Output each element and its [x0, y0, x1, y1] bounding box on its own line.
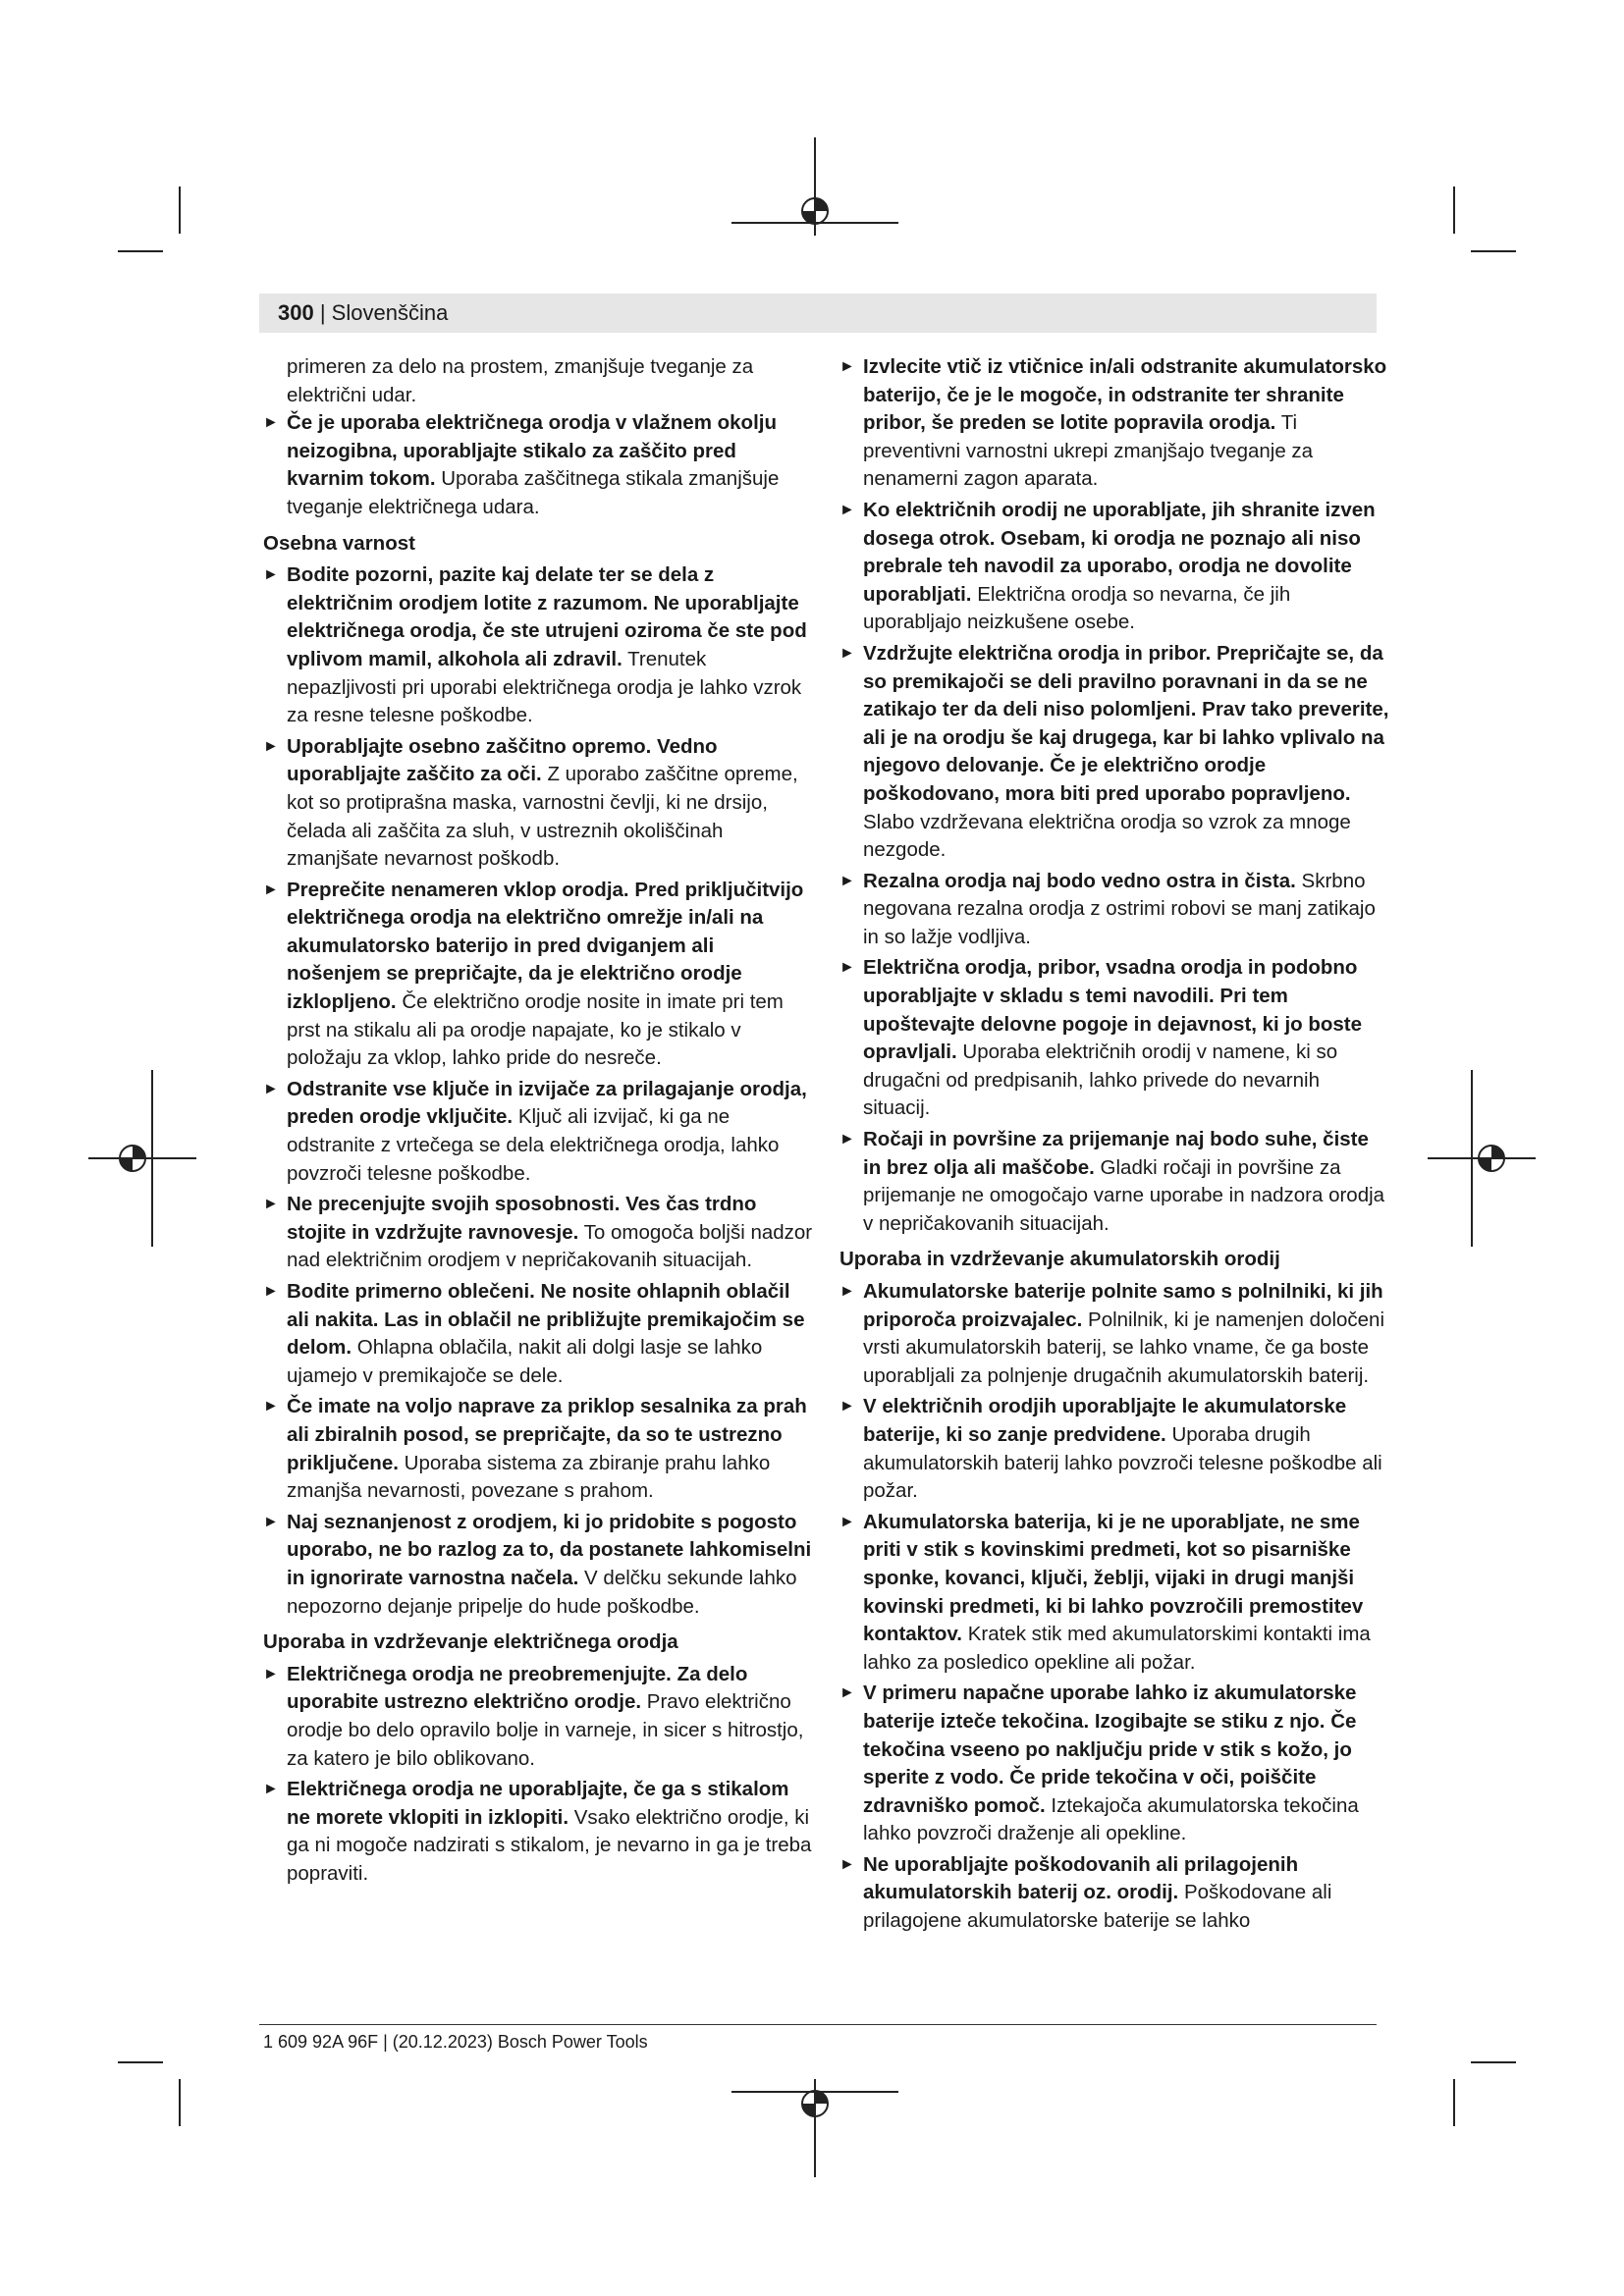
right-column	[839, 353, 1389, 1939]
header-language: Slovenščina	[331, 300, 449, 325]
arrow-icon: ►	[263, 1196, 279, 1213]
crop-mark	[1453, 187, 1455, 234]
arrow-icon: ►	[839, 1684, 855, 1702]
list-item: ► Električnega orodja ne uporabljajte, če ga s stikalom ne morete vklopiti in izklopiti. Vsako električno orodje, ki ga ni mogoče nadzirati s stikalom, je nevarno in ga je treba popraviti.	[263, 1778, 812, 1885]
registration-mark-icon	[88, 1070, 196, 1247]
registration-mark-icon	[727, 2069, 903, 2177]
list-item: ► Ne precenjujte svojih sposobnosti. Ves čas trdno stojite in vzdržujte ravnovesje. To omogoča boljši nadzor nad električnim orodjem v nepričakovanih situacijah.	[263, 1193, 813, 1272]
registration-mark-icon	[727, 137, 903, 245]
footer-doc-info: 1 609 92A 96F | (20.12.2023) Bosch Power Tools	[263, 2032, 648, 2052]
crop-mark	[118, 2061, 163, 2063]
crop-mark	[118, 250, 163, 252]
list-item: ► Izvlecite vtič iz vtičnice in/ali odstranite akumulatorsko baterijo, če je le mogoče, in odstranite ter shranite pribor, še preden se lotite popravila orodja. Ti preventivni varnostni ukrepi zmanjšajo tveganje za nenamerni zagon aparata.	[839, 355, 1387, 491]
list-item: ► Preprečite nenameren vklop orodja. Pred priključitvijo električnega orodja na električno omrežje in/ali na akumulatorsko baterijo in pred dviganjem ali nošenjem se prepričajte, da je električno orodje izklopljeno. Če električno orodje nosite in imate pri tem prst na stikalu ali pa orodje napajate, ko je stikalo v položaju za vklop, lahko pride do nesreče.	[263, 878, 804, 1070]
list-item: ► V električnih orodjih uporabljajte le akumulatorske baterije, ki so zanje predvidene. Uporaba drugih akumulatorskih baterij lahko povzroči telesne poškodbe ali požar.	[839, 1395, 1382, 1503]
arrow-icon: ►	[839, 1398, 855, 1415]
arrow-icon: ►	[263, 1665, 279, 1682]
arrow-icon: ►	[263, 1781, 279, 1798]
arrow-icon: ►	[839, 872, 855, 889]
arrow-icon: ►	[263, 1080, 279, 1097]
crop-mark	[1453, 2079, 1455, 2126]
arrow-icon: ►	[263, 737, 279, 755]
arrow-icon: ►	[839, 1855, 855, 1873]
arrow-icon: ►	[839, 644, 855, 662]
list-item: ► Električnega orodja ne preobremenjujte. Za delo uporabite ustrezno električno orodje. Pravo električno orodje bo delo opravilo bolje in varneje, in sicer s hitrostjo, za katero je bilo oblikovano.	[263, 1662, 804, 1770]
list-item: ► Akumulatorska baterija, ki je ne uporabljate, ne sme priti v stik s kovinskimi predmeti, kot so pisarniške sponke, kovanci, ključi, žeblji, vijaki in drugi manjši kovinski predmeti, ki bi lahko povzročili premostitev kontaktov. Kratek stik med akumulatorskimi kontakti ima lahko za posledico opekline ali požar.	[839, 1510, 1371, 1674]
continuation-text: primeren za delo na prostem, zmanjšuje tveganje za električni udar.	[287, 355, 754, 406]
page-header: 300 | Slovenščina	[278, 300, 449, 325]
arrow-icon: ►	[263, 414, 279, 432]
arrow-icon: ►	[263, 1283, 279, 1300]
registration-mark-icon	[1428, 1070, 1536, 1247]
arrow-icon: ►	[839, 501, 855, 518]
list-item: ► Naj seznanjenost z orodjem, ki jo pridobite s pogosto uporabo, ne bo razlog za to, da postanete lahkomiselni in ignorirate varnostna načela. V delčku sekunde lahko nepozorno dejanje pripelje do hude poškodbe.	[263, 1510, 812, 1618]
list-item: ► Ročaji in površine za prijemanje naj bodo suhe, čiste in brez olja ali maščobe. Gladki ročaji in površine za prijemanje ne omogočajo varne uporabe in nadzora orodja v nepričakovanih situacijah.	[839, 1128, 1385, 1235]
crop-mark	[1471, 2061, 1516, 2063]
arrow-icon: ►	[839, 1283, 855, 1300]
list-item: ► Če imate na voljo naprave za priklop sesalnika za prah ali zbiralnih posod, se prepričajte, da so te ustrezno priključene. Uporaba sistema za zbiranje prahu lahko zmanjša nevarnosti, povezane s prahom.	[263, 1395, 807, 1503]
list-item: ► Bodite pozorni, pazite kaj delate ter se dela z električnim orodjem lotite z razumom. Ne uporabljajte električnega orodja, če ste utrujeni oziroma če ste pod vplivom mamil, alkohola ali zdravil. Trenutek nepazljivosti pri uporabi električnega orodja je lahko vzrok za resne telesne poškodbe.	[263, 563, 807, 727]
arrow-icon: ►	[839, 1513, 855, 1530]
list-item: ► Električna orodja, pribor, vsadna orodja in podobno uporabljajte v skladu s temi navodili. Pri tem upoštevajte delovne pogoje in dejavnost, ki jo boste opravljali. Uporaba električnih orodij v namene, ki so drugačni od predpisanih, lahko privede do nevarnih situacij.	[839, 956, 1363, 1120]
list-item: ► Uporabljajte osebno zaščitno opremo. Vedno uporabljajte zaščito za oči. Z uporabo zaščitne opreme, kot so protiprašna maska, varnostni čevlji, ki ne drsijo, čelada ali zaščita za sluh, v ustreznih okoliščinah zmanjšate nevarnost poškodb.	[263, 734, 798, 871]
list-item: ► Vzdržujte električna orodja in pribor. Prepričajte se, da so premikajoči se deli pravilno poravnani in da se ne zatikajo ter da deli niso polomljeni. Prav tako preverite, ali je na orodju še kaj drugega, kar bi lahko vplivalo na njegovo delovanje. Če je električno orodje poškodovano, mora biti pred uporabo popravljeno. Slabo vzdrževana električna orodja so vzrok za mnoge nezgode.	[839, 641, 1389, 862]
section-heading: Uporaba in vzdrževanje akumulatorskih orodij	[839, 1248, 1280, 1271]
crop-mark	[179, 2079, 181, 2126]
arrow-icon: ►	[263, 1513, 279, 1530]
footer-rule	[259, 2024, 1377, 2025]
list-item: ► Akumulatorske baterije polnite samo s polnilniki, ki jih priporoča proizvajalec. Polnilnik, ki je namenjen določeni vrsti akumulatorskih baterij, se lahko vname, če ga boste uporabljali za polnjenje drugačnih akumulatorskih baterij.	[839, 1280, 1385, 1387]
list-item: ► Odstranite vse ključe in izvijače za prilagajanje orodja, preden orodje vključite. Ključ ali izvijač, ki ga ne odstranite z vrtečega se dela električnega orodja, lahko povzroči telesne poškodbe.	[263, 1077, 807, 1185]
arrow-icon: ►	[839, 358, 855, 375]
arrow-icon: ►	[263, 1398, 279, 1415]
arrow-icon: ►	[263, 881, 279, 898]
section-heading: Uporaba in vzdrževanje električnega orodja	[263, 1630, 678, 1654]
list-item: ► Bodite primerno oblečeni. Ne nosite ohlapnih oblačil ali nakita. Las in oblačil ne približujte premikajočim se delom. Ohlapna oblačila, nakit ali dolgi lasje se lahko ujamejo v premikajoče se dele.	[263, 1280, 805, 1387]
arrow-icon: ►	[263, 566, 279, 584]
list-item: ► Ko električnih orodij ne uporabljate, jih shranite izven dosega otrok. Osebam, ki orodja ne poznajo ali niso prebrale teh navodil za uporabo, orodja ne dovolite uporabljati. Električna orodja so nevarna, če jih uporabljajo neizkušene osebe.	[839, 498, 1376, 634]
list-item: ► Rezalna orodja naj bodo vedno ostra in čista. Skrbno negovana rezalna orodja z ostrimi robovi se manj zatikajo in so lažje vodljiva.	[839, 869, 1376, 948]
section-heading: Osebna varnost	[263, 531, 415, 555]
arrow-icon: ►	[839, 959, 855, 977]
list-item: ► V primeru napačne uporabe lahko iz akumulatorske baterije izteče tekočina. Izogibajte se stiku z njo. Če tekočina vseeno po naključju pride v stik s kožo, jo sperite z vodo. Če pride tekočina v oči, poiščite zdravniško pomoč. Iztekajoča akumulatorska tekočina lahko povzroči draženje ali opekline.	[839, 1682, 1359, 1845]
page-number: 300	[278, 300, 314, 325]
list-item: ► Ne uporabljajte poškodovanih ali prilagojenih akumulatorskih baterij oz. orodij. Poškodovane ali prilagojene akumulatorske baterije se lahko	[839, 1852, 1332, 1933]
list-item: ► Če je uporaba električnega orodja v vlažnem okolju neizogibna, uporabljajte stikalo za zaščito pred kvarnim tokom. Uporaba zaščitnega stikala zmanjšuje tveganje električnega udara.	[263, 411, 780, 518]
left-column	[263, 353, 813, 1891]
crop-mark	[179, 187, 181, 234]
crop-mark	[1471, 250, 1516, 252]
arrow-icon: ►	[839, 1131, 855, 1148]
